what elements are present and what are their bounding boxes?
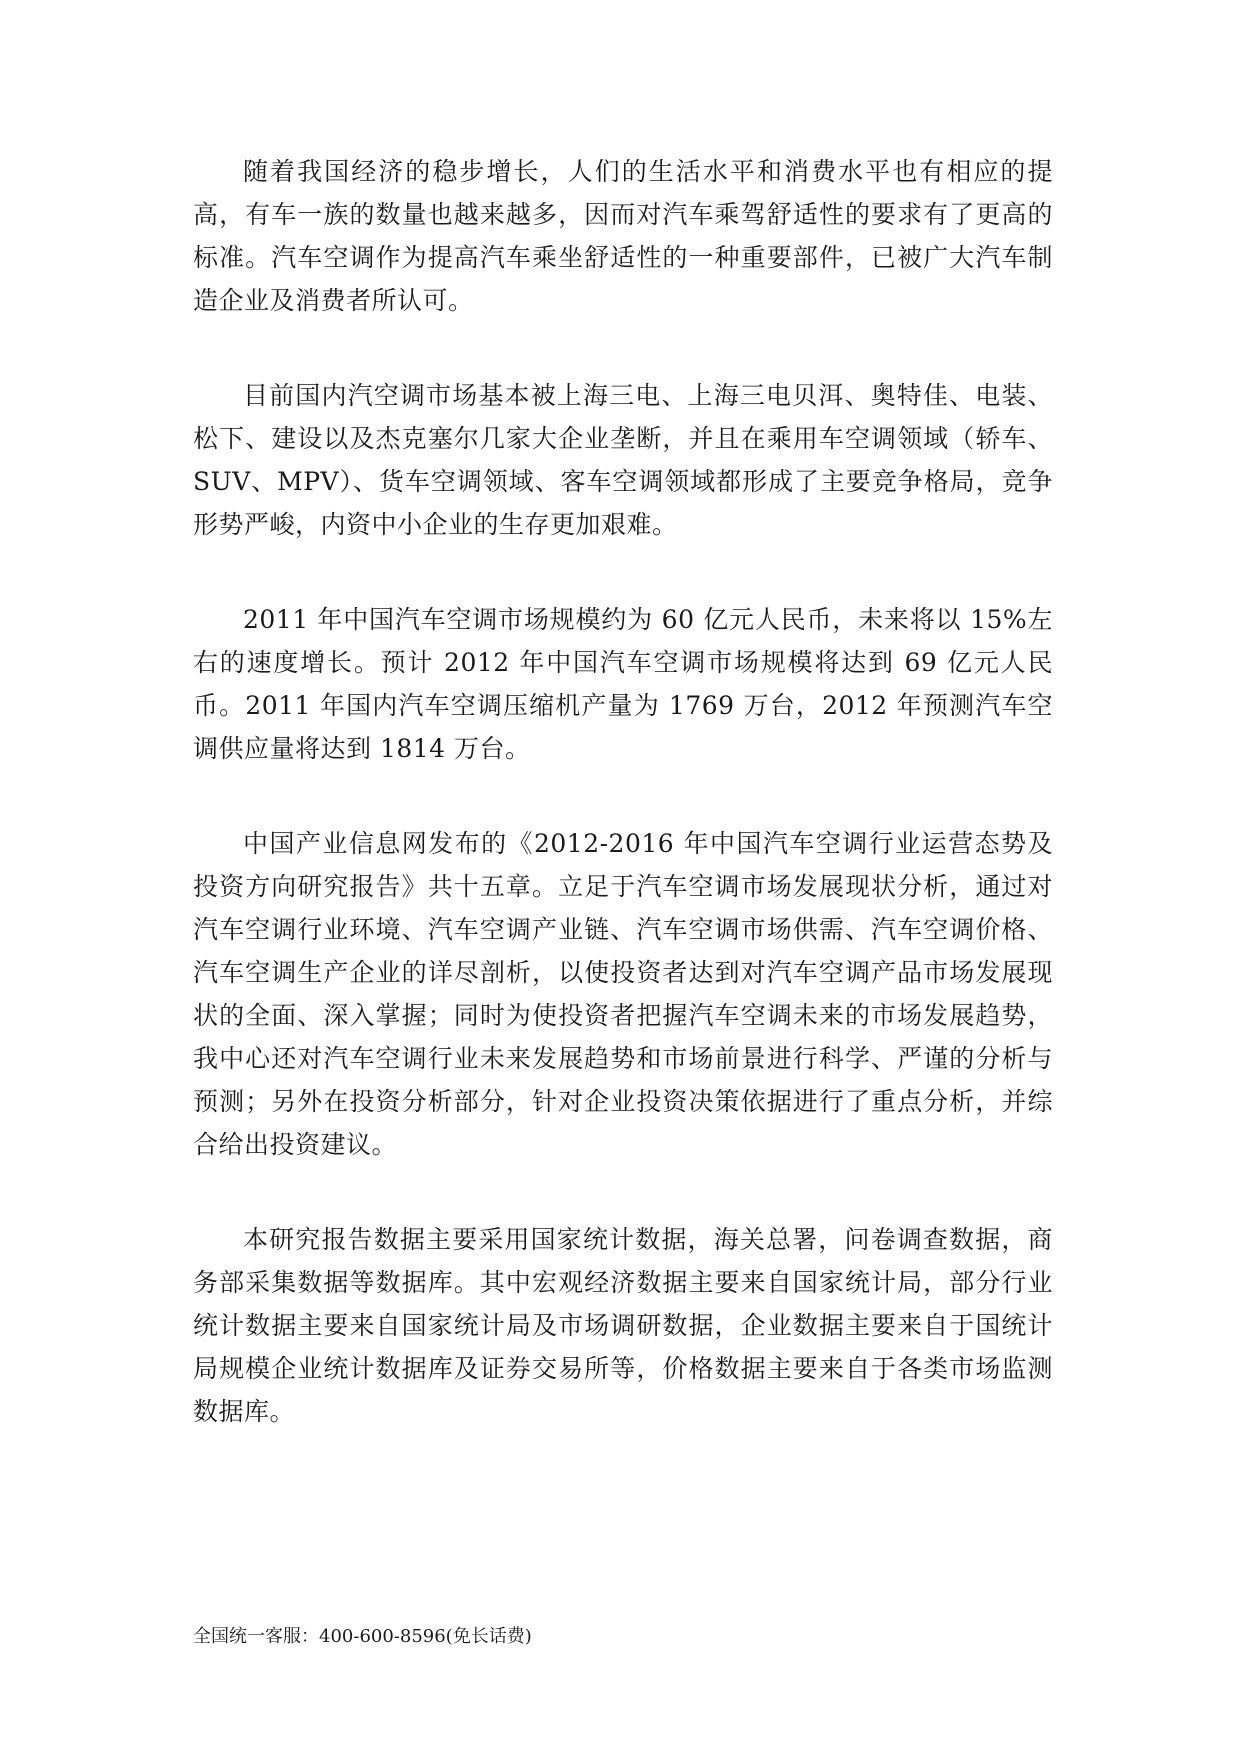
document-body	[193, 150, 1053, 1485]
paragraph-market-size: 2011 年中国汽车空调市场规模约为 60 亿元人民币，未来将以 15%左右的速度增长。预计 2012 年中国汽车空调市场规模将达到 69 亿元人民币。2011 年国内汽车空调压缩机产量为 1769 万台，2012 年预测汽车空调供应量将达到 1814 万台。	[193, 605, 1053, 763]
paragraph-data-sources: 本研究报告数据主要采用国家统计数据，海关总署，问卷调查数据，商务部采集数据等数据库。其中宏观经济数据主要来自国家统计局，部分行业统计数据主要来自国家统计局及市场调研数据，企业数据主要来自于国统计局规模企业统计数据库及证券交易所等，价格数据主要来自于各类市场监测数据库。	[193, 1225, 1053, 1426]
paragraph-intro: 随着我国经济的稳步增长，人们的生活水平和消费水平也有相应的提高，有车一族的数量也越来越多，因而对汽车乘驾舒适性的要求有了更高的标准。汽车空调作为提高汽车乘坐舒适性的一种重要部件，已被广大汽车制造企业及消费者所认可。	[193, 157, 1053, 315]
footer-hotline: 全国统一客服：400-600-8596(免长话费)	[193, 1626, 532, 1647]
paragraph-market-players: 目前国内汽空调市场基本被上海三电、上海三电贝洱、奥特佳、电装、松下、建设以及杰克塞尔几家大企业垄断，并且在乘用车空调领域（轿车、SUV、MPV）、货车空调领域、客车空调领域都形成了主要竞争格局，竞争形势严峻，内资中小企业的生存更加艰难。	[193, 381, 1053, 539]
paragraph-report-overview: 中国产业信息网发布的《2012-2016 年中国汽车空调行业运营态势及投资方向研究报告》共十五章。立足于汽车空调市场发展现状分析，通过对汽车空调行业环境、汽车空调产业链、汽车空调市场供需、汽车空调价格、汽车空调生产企业的详尽剖析，以使投资者达到对汽车空调产品市场发展现状的全面、深入掌握；同时为使投资者把握汽车空调未来的市场发展趋势，我中心还对汽车空调行业未来发展趋势和市场前景进行科学、严谨的分析与预测；另外在投资分析部分，针对企业投资决策依据进行了重点分析，并综合给出投资建议。	[193, 829, 1053, 1159]
